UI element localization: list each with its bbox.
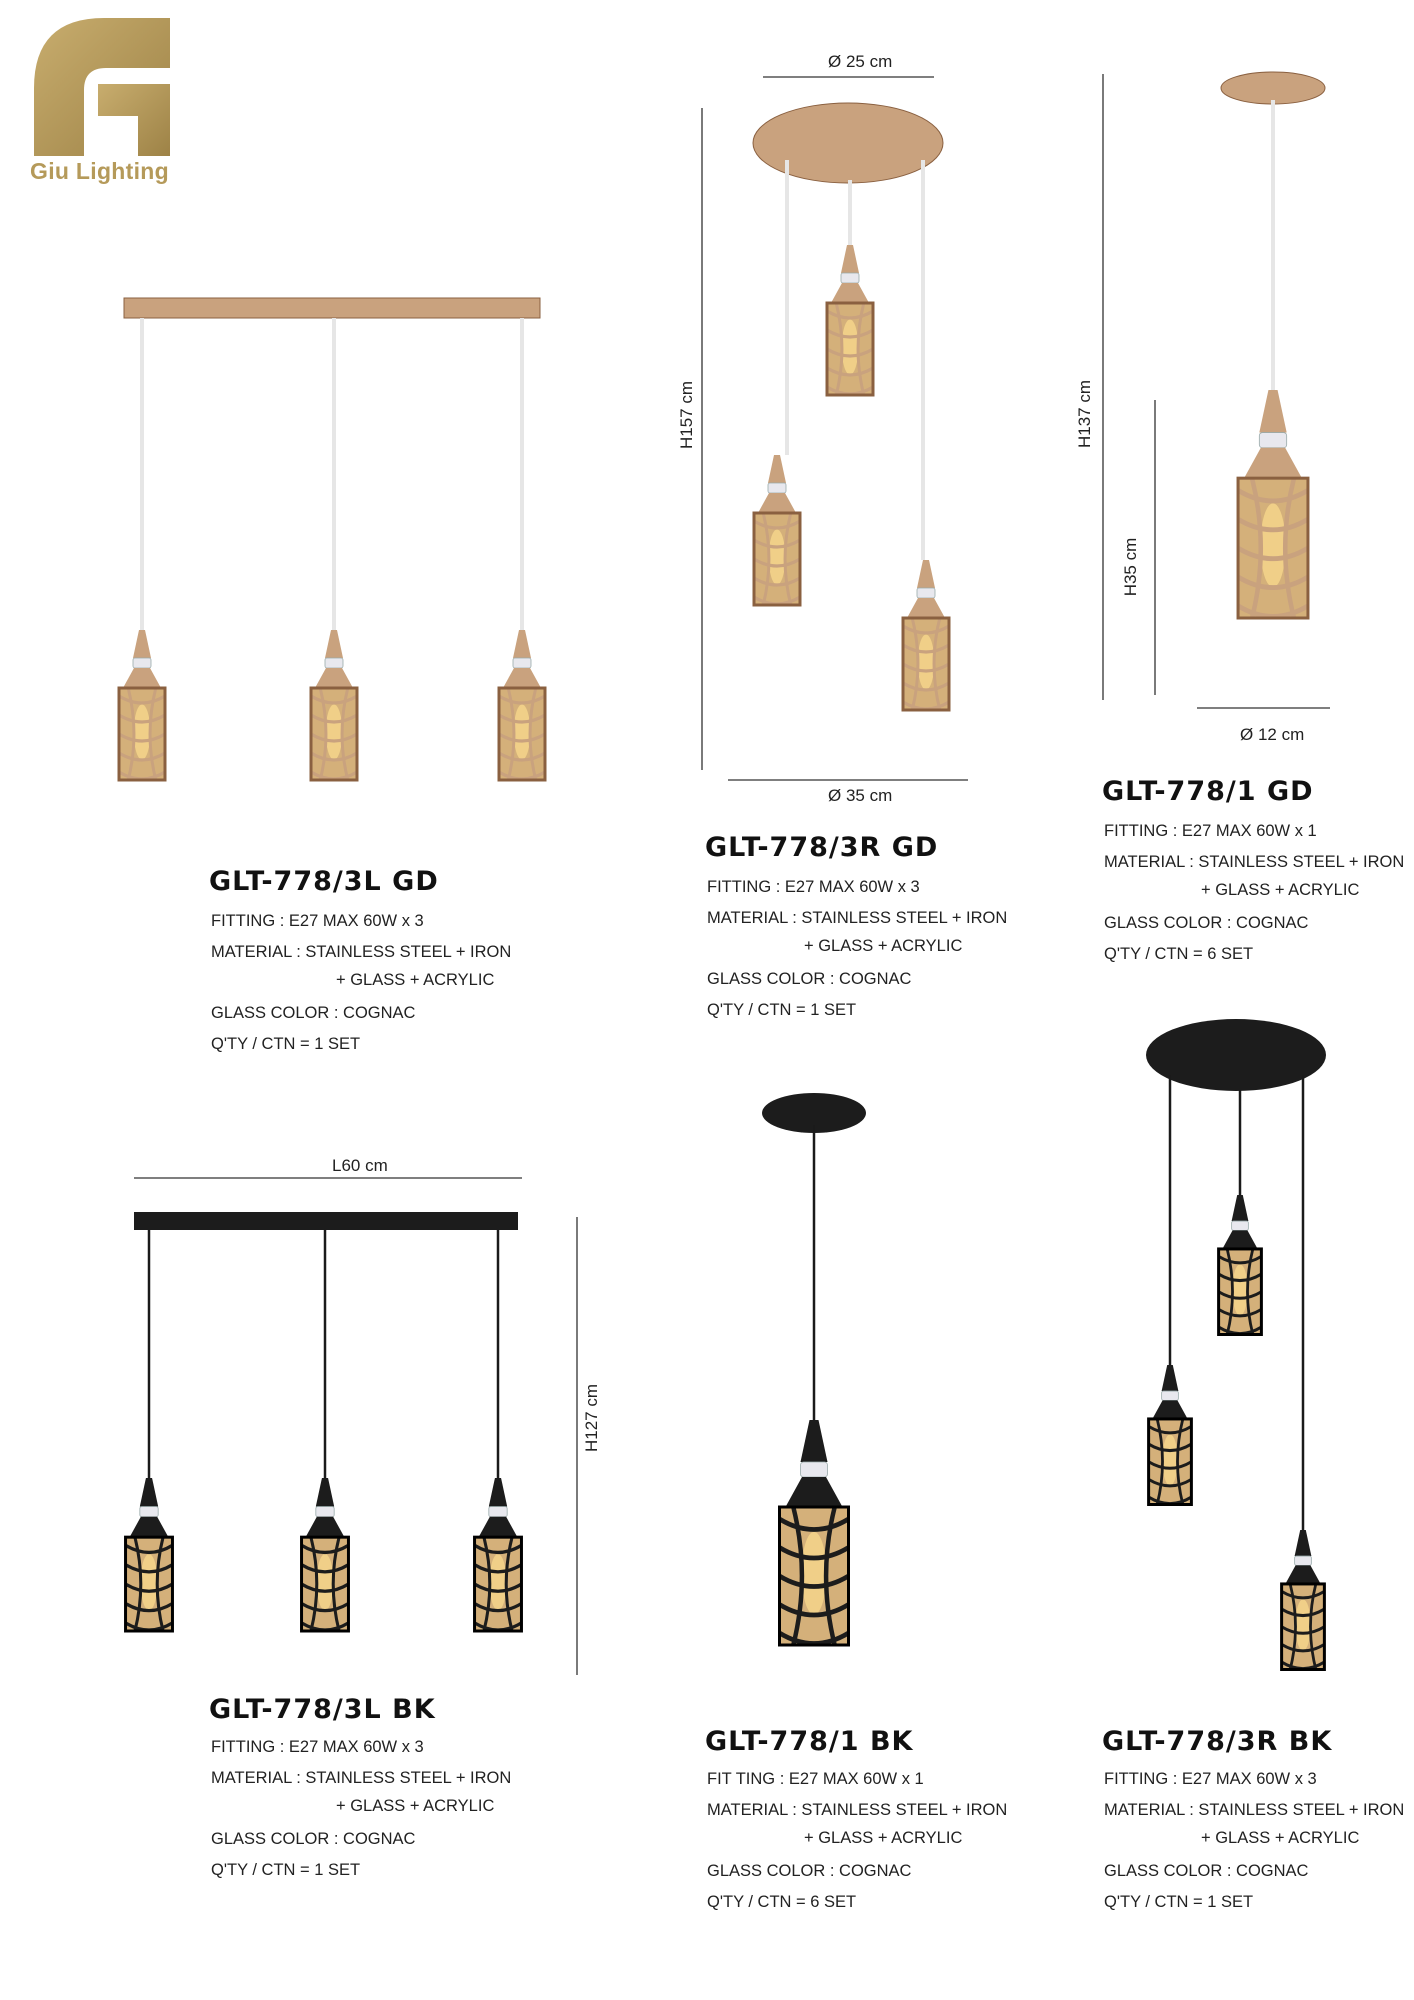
qty-spec: Q'TY / CTN = 6 SET xyxy=(707,1893,857,1911)
glass-color-spec: GLASS COLOR : COGNAC xyxy=(707,970,912,988)
pendant-shade-gold xyxy=(311,630,357,780)
product-title: GLT-778/1 GD xyxy=(1102,776,1314,807)
single-shade-height-dimension: H35 cm xyxy=(1121,537,1140,597)
product-card-1-bk xyxy=(705,1726,1008,1911)
pendant-shade-gold xyxy=(754,455,800,605)
pendant-shade-black xyxy=(302,1478,349,1631)
pendant-shade-black xyxy=(780,1420,849,1645)
material-spec-cont: + GLASS + ACRYLIC xyxy=(336,1797,495,1815)
product-card-3l-bk xyxy=(209,1694,512,1879)
material-spec: MATERIAL : STAINLESS STEEL + IRON xyxy=(211,943,512,961)
glass-color-spec: GLASS COLOR : COGNAC xyxy=(211,1004,416,1022)
fitting-spec: FIT TING : E27 MAX 60W x 1 xyxy=(707,1770,924,1788)
linear-length-dimension: L60 cm xyxy=(332,1156,388,1175)
glass-color-spec: GLASS COLOR : COGNAC xyxy=(707,1862,912,1880)
qty-spec: Q'TY / CTN = 6 SET xyxy=(1104,945,1254,963)
material-spec-cont: + GLASS + ACRYLIC xyxy=(336,971,495,989)
product-card-3l-gd xyxy=(209,866,512,1053)
pendant-shade-gold xyxy=(119,630,165,780)
product-title: GLT-778/3R BK xyxy=(1102,1726,1333,1757)
fitting-spec: FITTING : E27 MAX 60W x 3 xyxy=(211,1738,424,1756)
linear-height-dimension: H127 cm xyxy=(582,1383,601,1453)
product-title: GLT-778/1 BK xyxy=(705,1726,914,1757)
round-canopy-gold xyxy=(753,103,943,183)
single-canopy-gold xyxy=(1221,72,1325,104)
linear-canopy-gold xyxy=(124,298,540,318)
round-canopy-dimension: Ø 25 cm xyxy=(828,52,893,71)
round-canopy-black xyxy=(1146,1019,1326,1091)
pendant-shade-black xyxy=(1149,1365,1192,1505)
glass-color-spec: GLASS COLOR : COGNAC xyxy=(211,1830,416,1848)
material-spec-cont: + GLASS + ACRYLIC xyxy=(804,937,963,955)
logo-text: Giu Lighting xyxy=(30,158,170,184)
qty-spec: Q'TY / CTN = 1 SET xyxy=(707,1001,857,1019)
pendant-shade-gold xyxy=(499,630,545,780)
product-title: GLT-778/3L GD xyxy=(209,866,439,897)
material-spec-cont: + GLASS + ACRYLIC xyxy=(1201,881,1360,899)
glass-color-spec: GLASS COLOR : COGNAC xyxy=(1104,914,1309,932)
round-spread-dimension: Ø 35 cm xyxy=(828,786,893,805)
single-height-dimension: H137 cm xyxy=(1075,379,1094,449)
material-spec: MATERIAL : STAINLESS STEEL + IRON xyxy=(707,909,1008,927)
pendant-shade-gold xyxy=(1238,390,1308,618)
pendant-shade-black xyxy=(1219,1195,1262,1335)
round-height-dimension: H157 cm xyxy=(677,380,696,450)
fitting-spec: FITTING : E27 MAX 60W x 3 xyxy=(211,912,424,930)
qty-spec: Q'TY / CTN = 1 SET xyxy=(1104,1893,1254,1911)
material-spec: MATERIAL : STAINLESS STEEL + IRON xyxy=(211,1769,512,1787)
fitting-spec: FITTING : E27 MAX 60W x 3 xyxy=(1104,1770,1317,1788)
qty-spec: Q'TY / CTN = 1 SET xyxy=(211,1035,361,1053)
linear-canopy-black xyxy=(134,1212,518,1230)
single-diameter-dimension: Ø 12 cm xyxy=(1240,725,1305,744)
pendant-shade-gold xyxy=(903,560,949,710)
product-title: GLT-778/3R GD xyxy=(705,832,939,863)
material-spec: MATERIAL : STAINLESS STEEL + IRON xyxy=(1104,853,1405,871)
product-title: GLT-778/3L BK xyxy=(209,1694,436,1725)
product-card-3r-gd xyxy=(705,832,1008,1019)
qty-spec: Q'TY / CTN = 1 SET xyxy=(211,1861,361,1879)
material-spec: MATERIAL : STAINLESS STEEL + IRON xyxy=(1104,1801,1405,1819)
pendant-shade-gold xyxy=(827,245,873,395)
material-spec-cont: + GLASS + ACRYLIC xyxy=(804,1829,963,1847)
pendant-shade-black xyxy=(475,1478,522,1631)
fitting-spec: FITTING : E27 MAX 60W x 1 xyxy=(1104,822,1317,840)
material-spec-cont: + GLASS + ACRYLIC xyxy=(1201,1829,1360,1847)
fitting-spec: FITTING : E27 MAX 60W x 3 xyxy=(707,878,920,896)
material-spec: MATERIAL : STAINLESS STEEL + IRON xyxy=(707,1801,1008,1819)
product-card-1-gd xyxy=(1102,776,1405,963)
pendant-shade-black xyxy=(1282,1530,1325,1670)
product-card-3r-bk xyxy=(1102,1726,1405,1911)
glass-color-spec: GLASS COLOR : COGNAC xyxy=(1104,1862,1309,1880)
pendant-shade-black xyxy=(126,1478,173,1631)
